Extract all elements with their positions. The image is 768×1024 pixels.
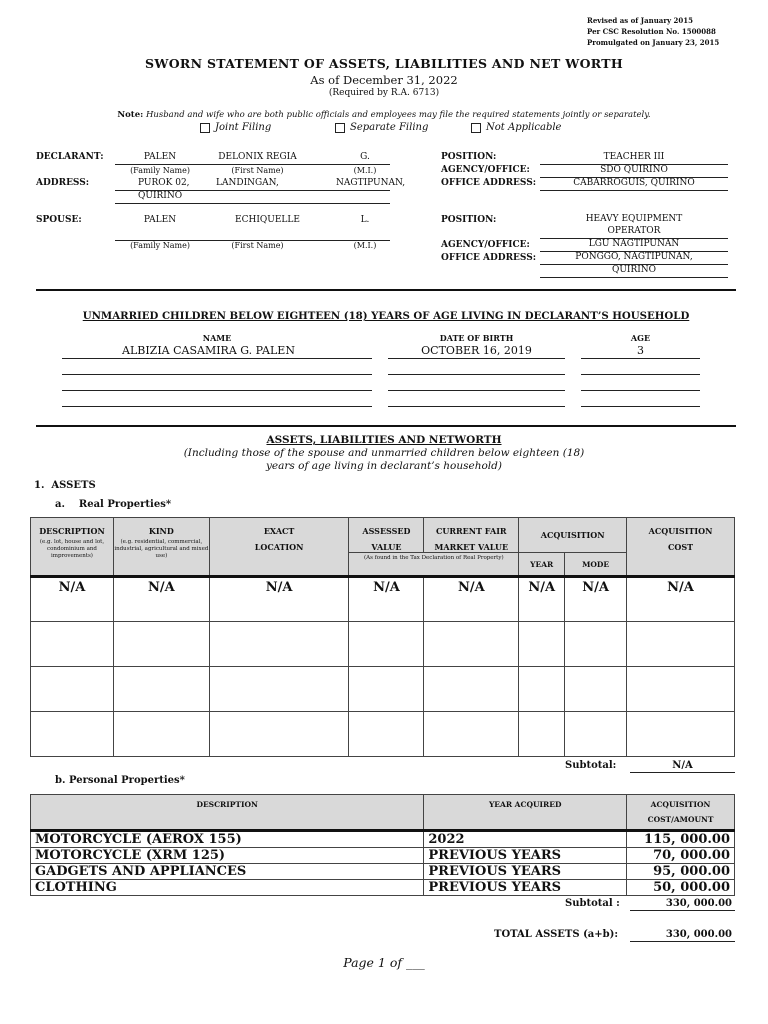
caption-first-name: (First Name) [231,166,284,175]
declarant-mi: G. [360,152,370,162]
real-letter: a. [55,499,65,510]
header-text: ASSESSED [362,526,411,536]
header-text: ACQUISITION [650,800,711,809]
header-cfmv [424,518,519,553]
table-row [31,577,735,622]
table-row-empty [31,622,735,667]
spouse-mi: L. [360,215,370,225]
alnw-heading: ASSETS, LIABILITIES AND NETWORTH [266,434,502,446]
child-row-empty [581,392,700,407]
header-year [519,553,565,577]
header-text: CURRENT FAIR [435,526,507,536]
required-by: (Required by R.A. 6713) [328,88,440,98]
header-assessed [349,518,424,553]
header-text: MARKET VALUE [434,542,509,552]
assets-number: 1. [34,480,45,491]
address-part: QUIRINO [138,191,183,201]
spouse-office-address: PONGGO, NAGTIPUNAN, [540,252,728,265]
table-cell: N/A [519,577,565,622]
joint-filing-option[interactable] [200,122,271,133]
header-note: (As found in the Tax Declaration of Real Property) [364,555,504,561]
checkbox-icon[interactable] [471,123,481,133]
real-properties-table [30,517,735,757]
child-row-empty [62,376,372,391]
item-amount: 50, 000.00 [627,880,735,896]
caption-mi: (M.I.) [353,241,377,250]
child-row-empty [581,360,700,375]
col-name: NAME [202,333,232,343]
form-title: SWORN STATEMENT OF ASSETS, LIABILITIES AND NET WORTH [145,56,623,71]
spouse-label: SPOUSE: [36,215,82,225]
spouse-position: HEAVY EQUIPMENT [585,214,683,224]
item-description: GADGETS AND APPLIANCES [31,864,424,880]
spouse-agency: LGU NAGTIPUNAN [540,239,728,252]
note [0,110,768,120]
child-row-empty [62,392,372,407]
table-cell: N/A [209,577,349,622]
table-row [31,848,735,864]
declarant-office-address: CABARROGUIS, QUIRINO [540,178,728,191]
table-cell: N/A [349,577,424,622]
address-part: NAGTIPUNAN, [336,178,406,188]
header-text: MODE [582,559,610,569]
spouse-first-name: ECHIQUELLE [235,215,300,225]
option-label: Separate Filing [350,122,429,133]
address-part: LANDINGAN, [216,178,279,188]
child-age: 3 [637,344,644,357]
revision-note [587,15,719,48]
revision-line: Revised as of January 2015 [587,16,693,25]
table-cell: N/A [424,577,519,622]
header-value-note [349,553,519,577]
note-label: Note: [117,110,144,120]
header-note: (e.g. lot, house and lot, condominium and improvements) [39,539,105,559]
header-cost [627,518,735,577]
child-row-empty [62,360,372,375]
item-description: MOTORCYCLE (XRM 125) [31,848,424,864]
revision-line: Promulgated on January 23, 2015 [587,38,720,47]
alnw-subheading: (Including those of the spouse and unmarried children below eighteen (18) [183,447,585,459]
caption-family-name: (Family Name) [130,241,190,250]
item-amount: 70, 000.00 [627,848,735,864]
header-year-acquired [424,795,627,831]
table-row-empty [31,667,735,712]
header-text: VALUE [371,542,402,552]
declarant-agency: SDO QUIRINO [540,165,728,178]
option-label: Not Applicable [486,122,562,133]
personal-subtotal-label: Subtotal : [565,898,620,909]
item-amount: 95, 000.00 [627,864,735,880]
note-text: Husband and wife who are both public officials and employees may file the required statements jointly or separately. [145,110,651,120]
position-label: POSITION: [441,215,497,225]
col-dob: DATE OF BIRTH [439,333,514,343]
section-divider [36,425,736,427]
child-row-empty [388,360,565,375]
child-dob: OCTOBER 16, 2019 [421,344,532,357]
header-text: ACQUISITION [648,526,713,536]
header-text: DESCRIPTION [196,800,258,809]
total-assets-label: TOTAL ASSETS (a+b): [494,929,619,940]
header-mode [565,553,627,577]
position-label: POSITION: [441,152,497,162]
separate-filing-option[interactable] [335,122,428,133]
checkbox-icon[interactable] [335,123,345,133]
child-row-empty [388,392,565,407]
caption-family-name: (Family Name) [130,166,190,175]
header-text: ACQUISITION [540,530,605,540]
declarant-first-name: DELONIX REGIA [218,152,297,162]
header-text: COST/AMOUNT [647,815,714,824]
assets-text: ASSETS [51,480,96,491]
office-address-label: OFFICE ADDRESS: [441,178,537,188]
declarant-label: DECLARANT: [36,152,104,162]
alnw-subheading: years of age living in declarant’s household) [266,460,502,472]
header-text: EXACT [263,526,295,536]
table-cell: N/A [565,577,627,622]
total-assets-value: 330, 000.00 [630,929,735,942]
item-description: MOTORCYCLE (AEROX 155) [31,831,424,848]
not-applicable-option[interactable] [471,122,561,133]
table-row [31,864,735,880]
header-cost-amount [627,795,735,831]
table-cell: N/A [627,577,735,622]
personal-properties-label: b. Personal Properties* [55,775,185,786]
agency-label: AGENCY/OFFICE: [441,240,530,250]
spouse-office-address-cont: QUIRINO [540,265,728,278]
table-row-empty [31,712,735,757]
header-note: (e.g. residential, commercial, industrial, agricultural and mixed use) [114,539,209,559]
table-cell: N/A [113,577,209,622]
children-heading: UNMARRIED CHILDREN BELOW EIGHTEEN (18) YEARS OF AGE LIVING IN DECLARANT’S HOUSEHOLD [82,310,690,322]
header-text: KIND [148,526,174,536]
declarant-family-name: PALEN [143,152,177,162]
item-year: PREVIOUS YEARS [424,880,627,896]
spouse-position-cont: OPERATOR [540,226,728,239]
header-kind [113,518,209,577]
real-text: Real Properties* [78,499,172,510]
header-text: LOCATION [254,542,304,552]
declarant-position: TEACHER III [540,152,728,165]
address-part: PUROK 02, [138,178,190,188]
checkbox-icon[interactable] [200,123,210,133]
col-age: AGE [630,333,651,343]
caption-first-name: (First Name) [231,241,284,250]
address-label: ADDRESS: [36,178,90,188]
option-label: Joint Filing [215,122,272,133]
header-text: YEAR ACQUIRED [488,800,562,809]
personal-subtotal-value: 330, 000.00 [630,898,735,911]
real-subtotal-value: N/A [630,760,735,773]
child-row-empty [388,376,565,391]
item-description: CLOTHING [31,880,424,896]
item-year: PREVIOUS YEARS [424,864,627,880]
assets-label [34,480,96,491]
as-of-date: As of December 31, 2022 [310,73,458,87]
table-row [31,880,735,896]
header-description [31,518,114,577]
item-year: PREVIOUS YEARS [424,848,627,864]
child-name: ALBIZIA CASAMIRA G. PALEN [122,344,295,357]
real-properties-label [55,499,171,510]
agency-label: AGENCY/OFFICE: [441,165,530,175]
header-location [209,518,349,577]
table-cell: N/A [31,577,114,622]
header-text: DESCRIPTION [39,526,105,536]
header-text: COST [668,542,694,552]
spouse-family-name: PALEN [143,215,177,225]
personal-properties-table [30,794,735,896]
item-amount: 115, 000.00 [627,831,735,848]
caption-mi: (M.I.) [353,166,377,175]
page-number: Page 1 of ___ [343,955,425,970]
section-divider [36,289,736,291]
revision-line: Per CSC Resolution No. 1500088 [587,27,716,36]
real-subtotal-label: Subtotal: [565,760,617,771]
office-address-label: OFFICE ADDRESS: [441,253,537,263]
header-acquisition [519,518,627,553]
child-row-empty [581,376,700,391]
item-year: 2022 [424,831,627,848]
table-row [31,831,735,848]
header-text: YEAR [530,559,554,569]
header-description [31,795,424,831]
